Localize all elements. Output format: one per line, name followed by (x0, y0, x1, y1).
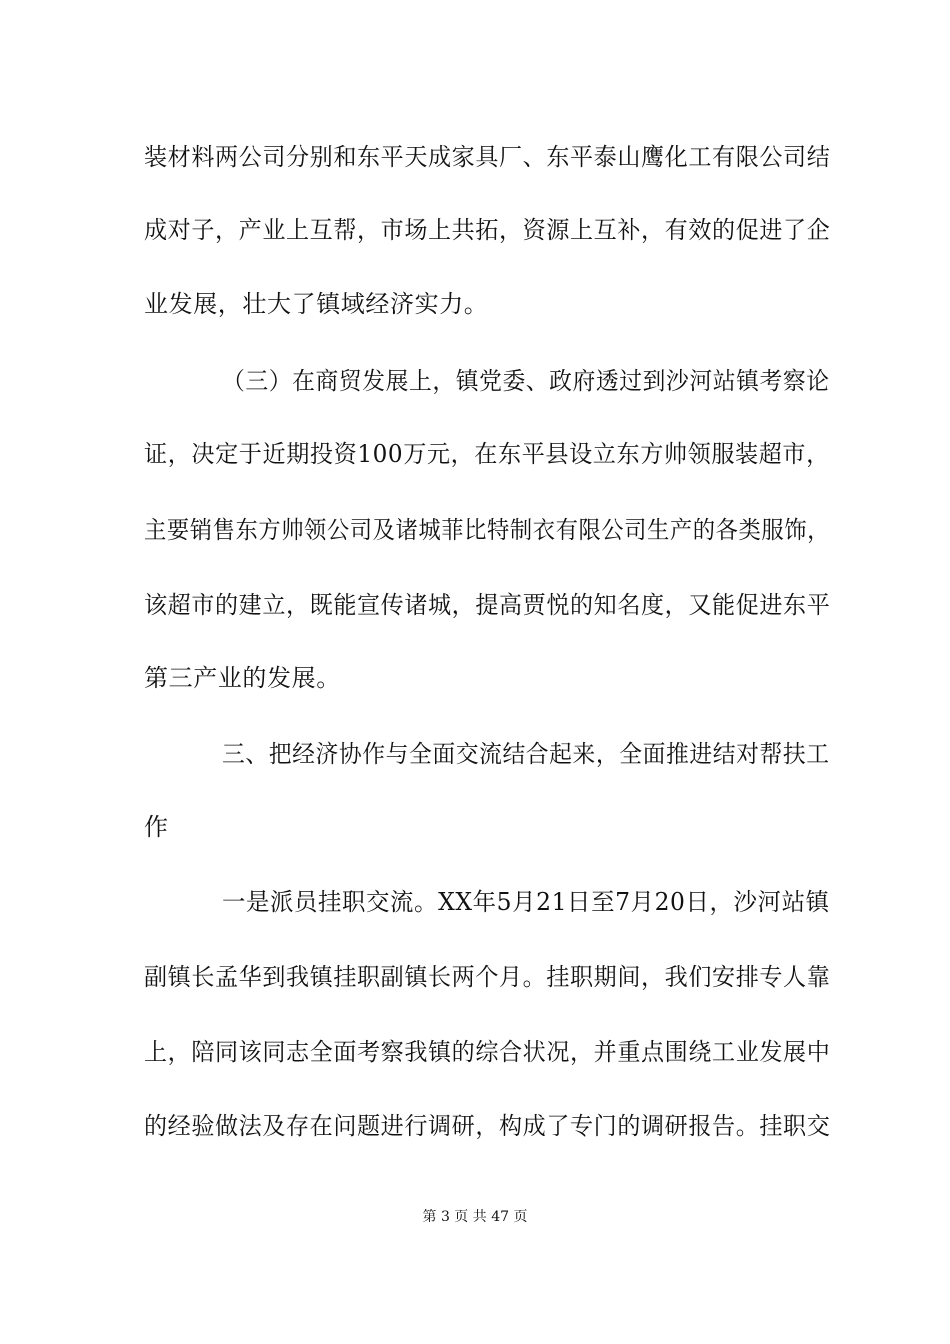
text-line-9: 三、把经济协作与全面交流结合起来，全面推进结对帮扶工 (222, 740, 830, 768)
text-line-2: 成对子，产业上互帮，市场上共拓，资源上互补，有效的促进了企 (144, 216, 831, 244)
text-line-5: 证，决定于近期投资100万元，在东平县设立东方帅领服装超市， (144, 440, 830, 468)
text-line-11: 一是派员挂职交流。XX年5月21日至7月20日，沙河站镇 (222, 888, 830, 916)
text-line-12: 副镇长孟华到我镇挂职副镇长两个月。挂职期间，我们安排专人靠 (144, 963, 831, 991)
text-line-6: 主要销售东方帅领公司及诸城菲比特制衣有限公司生产的各类服饰， (144, 516, 830, 544)
text-line-13: 上，陪同该同志全面考察我镇的综合状况，并重点围绕工业发展中 (144, 1038, 831, 1066)
text-line-1: 装材料两公司分别和东平天成家具厂、东平泰山鹰化工有限公司结 (144, 143, 831, 171)
text-line-4: （三）在商贸发展上，镇党委、政府透过到沙河站镇考察论 (222, 367, 830, 395)
text-line-8: 第三产业的发展。 (144, 664, 341, 692)
text-line-3: 业发展，壮大了镇域经济实力。 (144, 290, 489, 318)
text-line-14: 的经验做法及存在问题进行调研，构成了专门的调研报告。挂职交 (144, 1112, 831, 1140)
text-line-7: 该超市的建立，既能宣传诸城，提高贾悦的知名度，又能促进东平 (144, 591, 831, 619)
text-line-10: 作 (144, 813, 169, 841)
page-number-footer: 第 3 页 共 47 页 (422, 1209, 528, 1225)
